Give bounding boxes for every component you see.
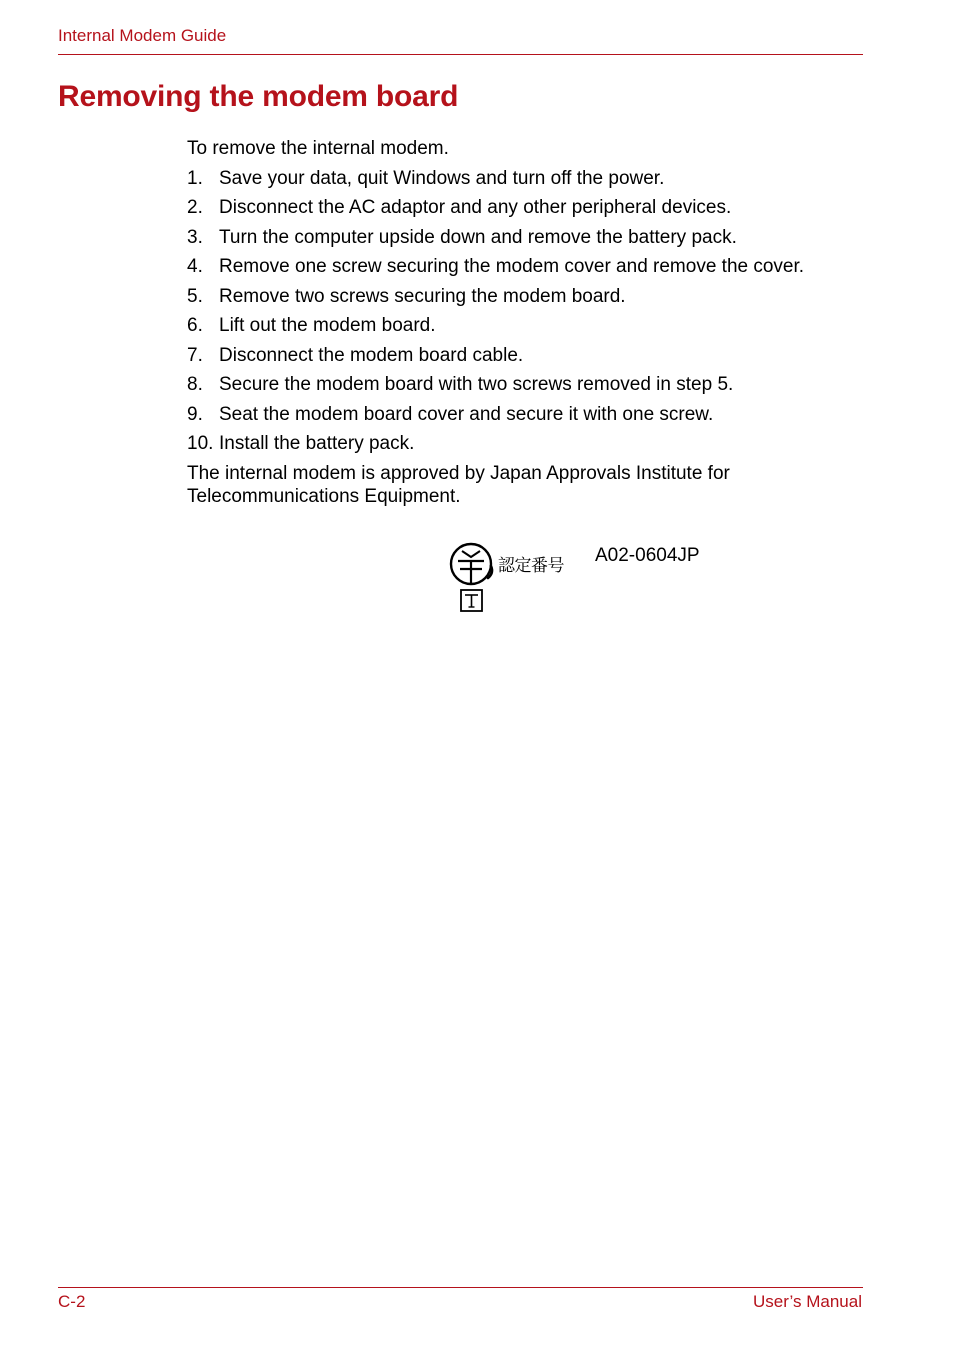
certification-number-label: 認定番号 xyxy=(498,556,564,575)
footer-rule xyxy=(58,1287,863,1288)
list-item xyxy=(187,196,867,219)
list-item xyxy=(187,344,867,367)
step-number: 1. xyxy=(187,167,203,189)
step-number: 9. xyxy=(187,403,203,425)
step-text: Disconnect the AC adaptor and any other peripheral devices. xyxy=(219,197,732,218)
list-item xyxy=(187,167,867,190)
step-text: Seat the modem board cover and secure it with one screw. xyxy=(219,403,714,425)
step-number: 7. xyxy=(187,344,203,366)
step-text: Disconnect the modem board cable. xyxy=(219,344,524,366)
step-number: 3. xyxy=(187,226,203,248)
step-text: Secure the modem board with two screws removed in step 5. xyxy=(219,374,734,395)
intro-text: To remove the internal modem. xyxy=(187,138,449,159)
step-number: 6. xyxy=(187,315,203,336)
header-rule xyxy=(58,54,863,55)
approval-statement-line-1: The internal modem is approved by Japan Approvals Institute for xyxy=(187,462,730,484)
list-item xyxy=(187,226,867,249)
step-text: Lift out the modem board. xyxy=(219,315,436,336)
page-number: C-2 xyxy=(58,1292,86,1311)
step-text: Save your data, quit Windows and turn off the power. xyxy=(219,167,665,189)
list-item xyxy=(187,255,867,278)
step-number: 4. xyxy=(187,256,203,277)
step-text: Turn the computer upside down and remove the battery pack. xyxy=(219,226,737,248)
list-item xyxy=(187,403,867,426)
step-text: Remove one screw securing the modem cover and remove the cover. xyxy=(219,256,805,277)
section-heading: Removing the modem board xyxy=(58,80,459,113)
approval-statement-line-2: Telecommunications Equipment. xyxy=(187,485,461,507)
certification-number: A02-0604JP xyxy=(595,545,700,566)
japan-approval-mark-icon xyxy=(448,540,498,616)
step-number: 5. xyxy=(187,285,203,307)
list-item xyxy=(187,314,867,337)
running-header: Internal Modem Guide xyxy=(58,26,227,45)
manual-title: User’s Manual xyxy=(753,1292,862,1311)
step-number: 2. xyxy=(187,197,203,218)
list-item xyxy=(187,373,867,396)
approval-block xyxy=(448,540,748,620)
steps-list xyxy=(187,167,867,456)
step-number: 8. xyxy=(187,374,203,395)
step-text: Remove two screws securing the modem board. xyxy=(219,285,626,307)
list-item xyxy=(187,432,867,455)
list-item xyxy=(187,285,867,308)
section-body xyxy=(187,137,867,508)
step-text: Install the battery pack. xyxy=(219,433,415,454)
approval-statement xyxy=(187,462,867,508)
step-number: 10. xyxy=(187,433,214,454)
